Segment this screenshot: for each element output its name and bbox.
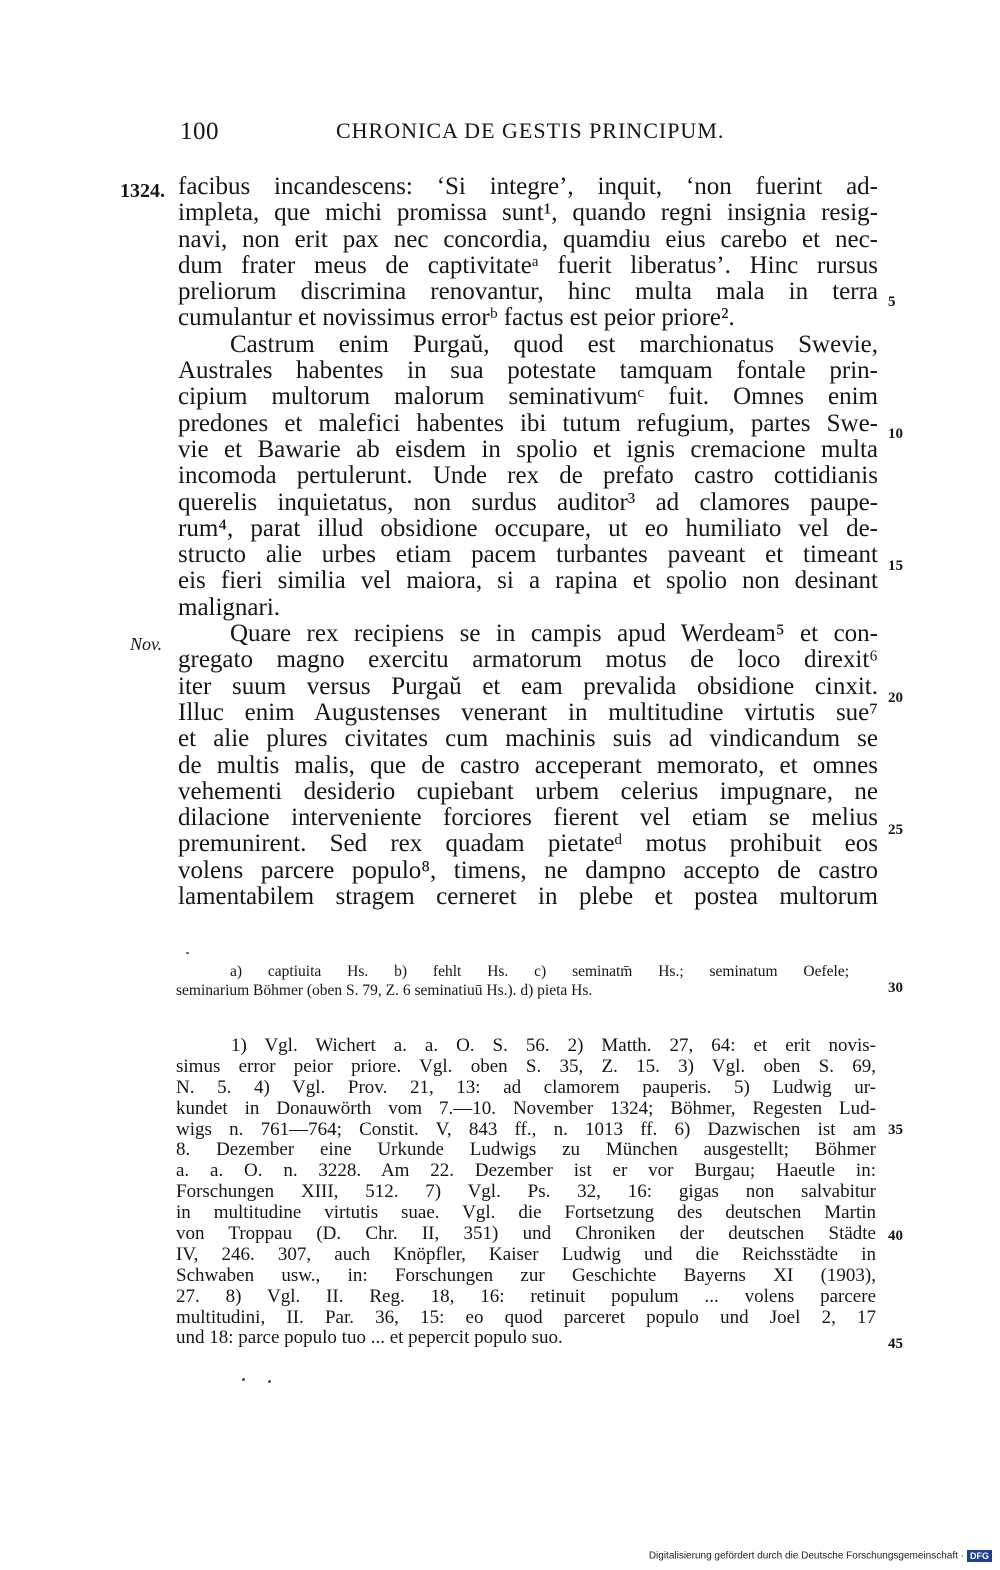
line-number: 15: [888, 558, 903, 574]
footnote-line: multitudini, II. Par. 36, 15: eo quod parceret populo und Joel 2, 17: [176, 1306, 876, 1328]
text-line: structo alie urbes etiam pacem turbantes paveant et timeant: [178, 541, 878, 569]
text-line: Castrum enim Purgaŭ, quod est marchionatus Swevie,: [230, 330, 878, 358]
footnote-line: und 18: parce populo tuo ... et pepercit populo suo.: [176, 1327, 563, 1349]
text-line: eis fieri similia vel maiora, si a rapina et spolio non desinant: [178, 567, 878, 595]
text-line: rum⁴, parat illud obsidione occupare, ut eo humiliato vel de-: [178, 514, 878, 542]
margin-year: 1324.: [120, 180, 165, 202]
footnote-line: simus error peior priore. Vgl. oben S. 35, Z. 15. 3) Vgl. oben S. 69,: [176, 1055, 876, 1077]
apparatus-line: a) captiuita Hs. b) fehlt Hs. c) seminatm̄ Hs.; seminatum Oefele;: [230, 963, 850, 980]
footnote-line: kundet in Donauwörth vom 7.—10. November 1324; Böhmer, Regesten Lud-: [176, 1097, 876, 1119]
text-line: cumulantur et novissimus errorᵇ factus est peior priore².: [178, 304, 735, 332]
text-line: dilacione interveniente forciores fierent vel etiam se melius: [178, 804, 878, 832]
text-line: querelis inquietatus, non surdus auditor³ ad clamores paupe-: [178, 488, 878, 516]
apparatus-line: seminarium Böhmer (oben S. 79, Z. 6 seminatiuū Hs.). d) pieta Hs.: [176, 982, 593, 999]
line-number: 40: [888, 1228, 903, 1244]
digitization-credit: [649, 1550, 992, 1562]
text-line: de multis malis, que de castro acceperant memorato, et omnes: [178, 751, 878, 779]
page-number: 100: [180, 118, 219, 145]
credit-text: Digitalisierung gefördert durch die Deutsche Forschungsgemeinschaft ·: [648, 1550, 964, 1562]
margin-month: Nov.: [130, 634, 163, 654]
text-line: impleta, que michi promissa sunt¹, quando regni insignia resig-: [178, 199, 878, 227]
text-line: Australes habentes in sua potestate tamquam fontale prin-: [178, 357, 878, 385]
text-line: preliorum discrimina renovantur, hinc multa mala in terra: [178, 278, 878, 306]
text-line: cipium multorum malorum seminativumᶜ fuit. Omnes enim: [178, 383, 878, 411]
text-line: iter suum versus Purgaŭ et eam prevalida obsidione cinxit.: [178, 672, 878, 700]
footnote-line: wigs n. 761—764; Constit. V, 843 ff., n. 1013 ff. 6) Dazwischen ist am: [176, 1118, 876, 1140]
running-title: CHRONICA DE GESTIS PRINCIPUM.: [336, 118, 725, 143]
footnote-line: von Troppau (D. Chr. II, 351) und Chroniken der deutschen Städte: [176, 1223, 876, 1245]
text-line: Illuc enim Augustenses venerant in multitudine virtutis sue⁷: [178, 698, 878, 726]
text-line: dum frater meus de captivitateᵃ fuerit liberatus’. Hinc rursus: [178, 251, 878, 279]
text-line: premunirent. Sed rex quadam pietateᵈ motus prohibuit eos: [178, 830, 878, 858]
main-text: [178, 174, 878, 910]
footnote-line: Forschungen XIII, 512. 7) Vgl. Ps. 32, 16: gigas non salvabitur: [176, 1181, 876, 1203]
line-number: 35: [888, 1122, 903, 1138]
text-line: et alie plures civitates cum machinis suis ad vindicandum se: [178, 725, 878, 753]
ink-speck: [242, 1378, 245, 1381]
text-line: volens parcere populo⁸, timens, ne dampno accepto de castro: [178, 856, 878, 884]
text-line: facibus incandescens: ‘Si integre’, inquit, ‘non fuerint ad-: [178, 173, 878, 200]
footnote-line: N. 5. 4) Vgl. Prov. 21, 13: ad clamorem pauperis. 5) Ludwig ur-: [176, 1076, 876, 1098]
footnote-line: in multitudine virtutis suae. Vgl. die Fortsetzung des deutschen Martin: [176, 1202, 876, 1224]
text-line: Quare rex recipiens se in campis apud Werdeam⁵ et con-: [230, 620, 878, 648]
ink-speck: [268, 1380, 271, 1383]
footnote-line: 27. 8) Vgl. II. Reg. 18, 16: retinuit populum ... volens parcere: [176, 1285, 876, 1307]
footnote-line: Schwaben usw., in: Forschungen zur Geschichte Bayerns XI (1903),: [176, 1264, 876, 1286]
text-line: gregato magno exercitu armatorum motus de loco direxit⁶: [178, 646, 878, 674]
text-line: vehementi desiderio cupiebant urbem celerius impugnare, ne: [178, 777, 878, 805]
text-line: incomoda pertulerunt. Unde rex de prefato castro cottidianis: [178, 462, 878, 490]
critical-apparatus: [176, 962, 886, 1000]
footnote-line: 8. Dezember eine Urkunde Ludwigs zu München ausgestellt; Böhmer: [176, 1139, 876, 1161]
line-number: 10: [888, 426, 903, 442]
line-number: 45: [888, 1336, 903, 1352]
text-line: vie et Bawarie ab eisdem in spolio et ignis cremacione multa: [178, 435, 878, 463]
text-line: lamentabilem stragem cerneret in plebe et postea multorum: [178, 883, 878, 911]
footnotes: [176, 1036, 876, 1349]
line-number: 5: [888, 294, 896, 310]
text-line: malignari.: [178, 593, 281, 621]
footnote-line: a. a. O. n. 3228. Am 22. Dezember ist er vor Burgau; Haeutle in:: [176, 1160, 876, 1182]
text-line: navi, non erit pax nec concordia, quamdiu eius carebo et nec-: [178, 225, 878, 253]
footnote-line: IV, 246. 307, auch Knöpfler, Kaiser Ludwig und die Reichsstädte in: [176, 1243, 876, 1265]
footnote-line: 1) Vgl. Wichert a. a. O. S. 56. 2) Matth. 27, 64: et erit novis-: [231, 1035, 876, 1056]
line-number: 25: [888, 822, 903, 838]
text-line: predones et malefici habentes ibi tutum refugium, partes Swe-: [178, 409, 878, 437]
line-number: 30: [888, 980, 903, 996]
line-number: 20: [888, 690, 903, 706]
dfg-logo: DFG: [967, 1550, 992, 1562]
ink-speck: [186, 952, 189, 954]
